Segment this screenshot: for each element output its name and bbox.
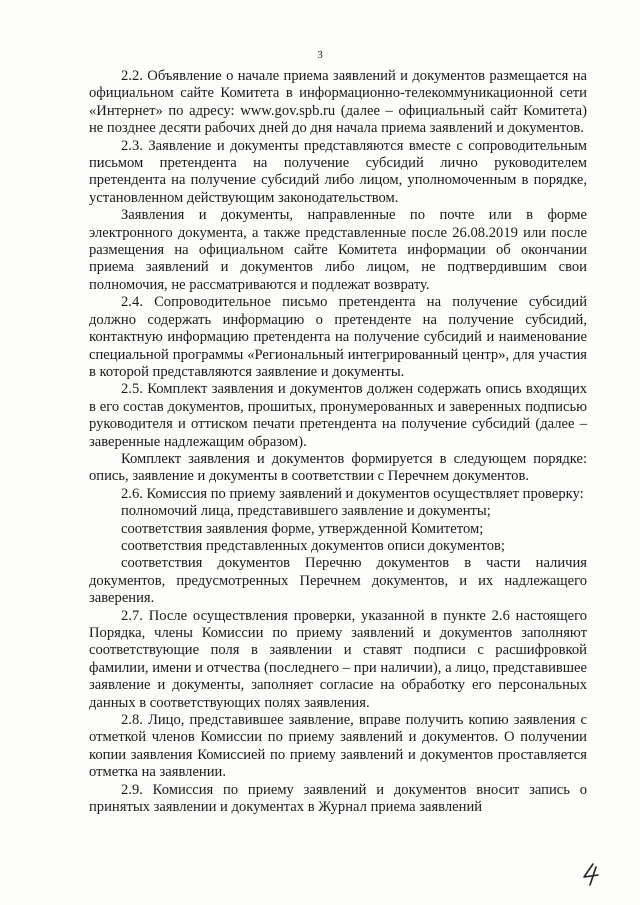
paragraph-2-3-continued: Заявления и документы, направленные по почте или в форме электронного документа, а также представленные после 26.08.2019 или после размещения на официальном сайте Комитета информации об окончании приема заявлений и документов либо лицом, не подтвердившим свои полномочия, не рассматриваются и подлежат возврату. <box>89 207 587 293</box>
paragraph-2-4: 2.4. Сопроводительное письмо претендента на получение субсидий должно содержать информацию о претенденте на получение субсидий, контактную информацию претендента на получение субсидий и наименование специальной программы «Региональный интегрированный центр», для участия в которой представляются заявление и документы. <box>89 294 587 380</box>
document-body <box>89 68 587 816</box>
list-item: соответствия документов Перечню документов в части наличия документов, предусмотренных Перечнем документов, и их надлежащего заверения. <box>89 555 587 607</box>
paragraph-2-5: 2.5. Комплект заявления и документов должен содержать опись входящих в его состав документов, прошитых, пронумерованных и заверенных подписью руководителя и оттиском печати претендента на получение субсидий (далее – заверенные надлежащим образом). <box>89 381 587 450</box>
paragraph-2-6: 2.6. Комиссия по приему заявлений и документов осуществляет проверку: <box>121 485 584 502</box>
paragraph-2-7: 2.7. После осуществления проверки, указанной в пункте 2.6 настоящего Порядка, члены Комиссии по приему заявлений и документов заполняют соответствующие поля в заявлении и ставят подписи с расшифровкой фамилии, имени и отчества (последнего – при наличии), а лицо, представившее заявление и документы, заполняет согласие на обработку его персональных данных в соответствующих полях заявления. <box>89 607 587 711</box>
paragraph-2-3: 2.3. Заявление и документы представляются вместе с сопроводительным письмом претендента на получение субсидий лично руководителем претендента на получение субсидий либо лицом, уполномоченным в порядке, установленном действующим законодательством. <box>89 137 587 206</box>
paragraph-2-8: 2.8. Лицо, представившее заявление, вправе получить копию заявления с отметкой членов Комиссии по приему заявлений и документов. О получении копии заявления Комиссией по приему заявлений и документов проставляется отметка на заявлении. <box>89 712 587 781</box>
paragraph-2-5-continued: Комплект заявления и документов формируется в следующем порядке: опись, заявление и документы в соответствии с Перечнем документов. <box>89 450 587 485</box>
paragraph-2-9: 2.9. Комиссия по приему заявлений и документов вносит запись о принятых заявлении и документах в Журнал приема заявлений <box>89 781 587 816</box>
list-item: соответствия представленных документов описи документов; <box>121 537 505 554</box>
list-item: соответствия заявления форме, утвержденной Комитетом; <box>121 520 484 537</box>
page-number: 3 <box>317 49 323 61</box>
paragraph-2-2: 2.2. Объявление о начале приема заявлений и документов размещается на официальном сайте Комитета в информационно-телекоммуникационной сети «Интернет» по адресу: www.gov.spb.ru (далее – официальный сайт Комитета) не позднее десяти рабочих дней до дня начала приема заявлений и документов. <box>89 68 587 137</box>
handwritten-mark-icon <box>578 861 604 887</box>
list-item: полномочий лица, представившего заявление и документы; <box>121 503 491 520</box>
